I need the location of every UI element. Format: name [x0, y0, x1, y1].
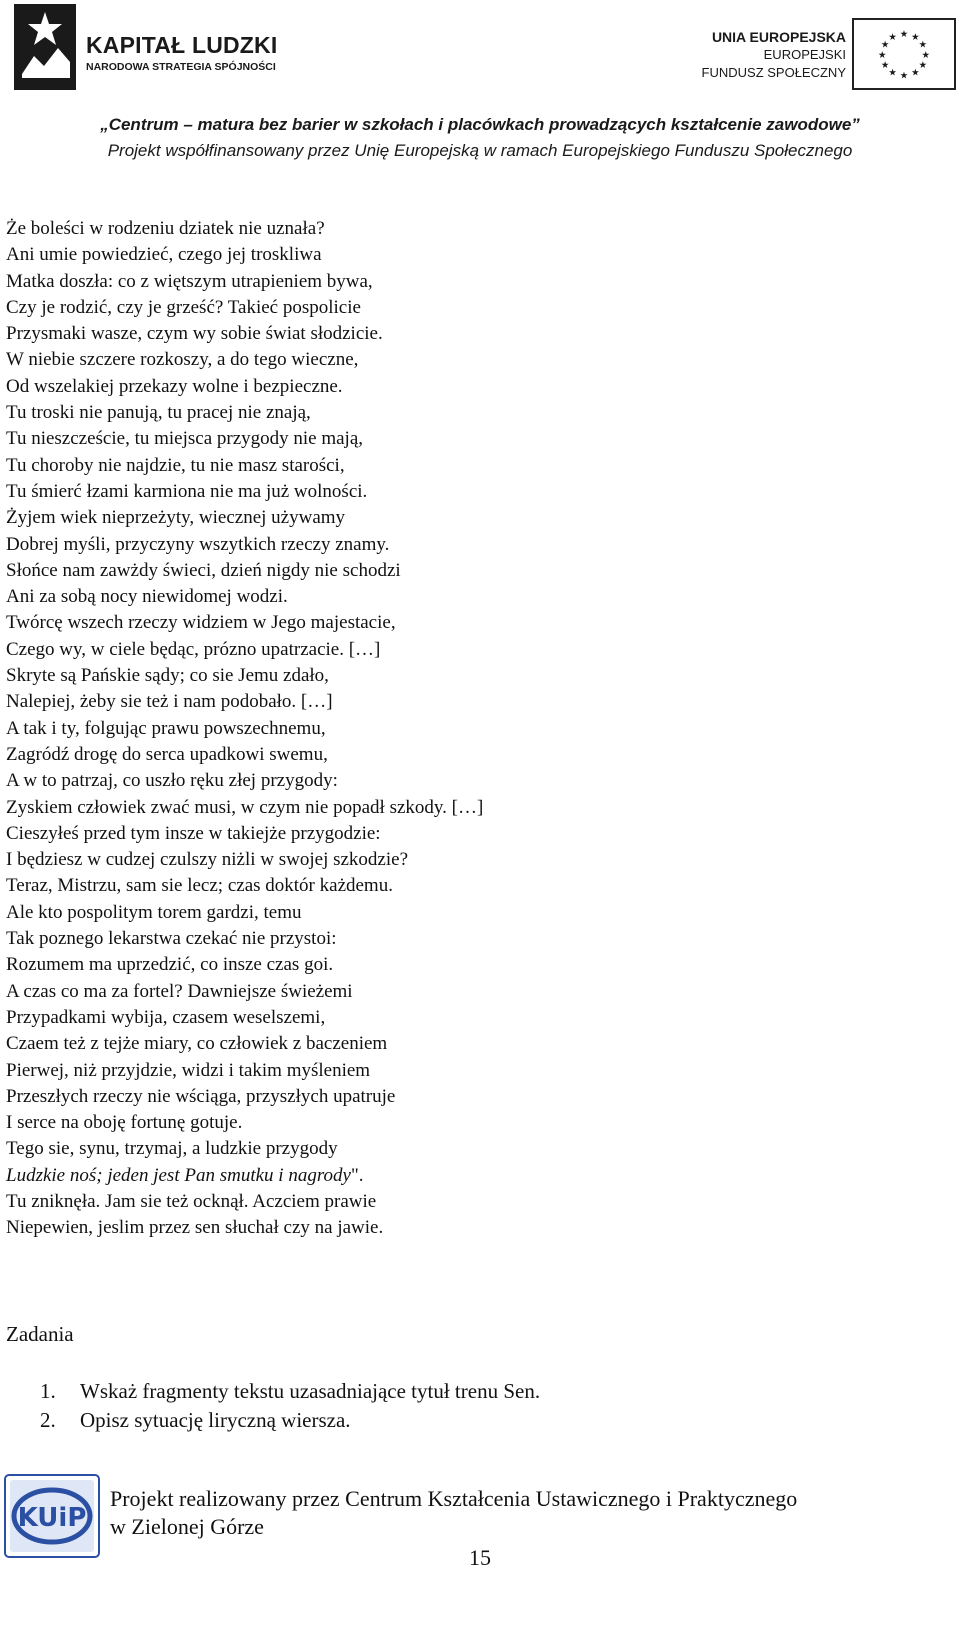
poem-line: Żyjem wiek nieprzeżyty, wiecznej używamy [6, 507, 346, 529]
project-title: „Centrum – matura bez barier w szkołach i placówkach prowadzących kształcenie zawodowe” [100, 115, 860, 134]
poem-line: Przypadkami wybija, czasem weselszemi, [6, 1006, 326, 1028]
task-item [40, 1406, 540, 1435]
poem-line: Przysmaki wasze, czym wy sobie świat słodzicie. [6, 323, 383, 345]
eu-line-1: UNIA EUROPEJSKA [711, 29, 846, 45]
svg-text:★: ★ [911, 67, 920, 79]
poem-line: Czaem też z tejże miary, co człowiek z baczeniem [6, 1033, 388, 1055]
poem-line: Zagródź drogę do serca upadkowi swemu, [6, 743, 328, 765]
poem-line: Pierwej, niż przyjdzie, widzi i takim myśleniem [6, 1059, 371, 1081]
task-item [40, 1377, 540, 1406]
poem-line: Twórcę wszech rzeczy widziem w Jego majestacie, [6, 612, 396, 634]
footer-line-1: Projekt realizowany przez Centrum Kształcenia Ustawicznego i Praktycznego [110, 1486, 798, 1511]
eu-logo-text [702, 28, 846, 82]
poem-line: Ani za sobą nocy niewidomej wodzi. [6, 586, 288, 608]
task-number: 2. [40, 1408, 56, 1432]
kuip-logo-text: KUiP [17, 1503, 87, 1533]
eu-line-2: EUROPEJSKI [763, 47, 846, 62]
poem-line: Matka doszła: co z więtszym utrapieniem bywa, [6, 270, 373, 292]
poem-line: A czas co ma za fortel? Dawniejsze świeżemi [6, 980, 353, 1002]
tasks-heading: Zadania [6, 1322, 74, 1346]
svg-text:★: ★ [880, 60, 890, 72]
svg-text:★: ★ [899, 29, 909, 40]
eu-logo [666, 12, 956, 96]
poem-quote-end: ". [350, 1164, 364, 1186]
poem-line: Zyskiem człowiek zwać musi, w czym nie popadł szkody. […] [6, 796, 484, 818]
kapital-ludzki-title: KAPITAŁ LUDZKI [86, 32, 278, 58]
poem-line: Ani umie powiedzieć, czego jej troskliwa [6, 244, 322, 266]
poem-line: Dobrej myśli, przyczyny wszytkich rzeczy znamy. [6, 533, 390, 555]
svg-text:★: ★ [888, 67, 897, 79]
tasks-list [40, 1377, 540, 1435]
page-number: 15 [469, 1545, 491, 1570]
poem-line: Słońce nam zawżdy świeci, dzień nigdy nie schodzi [6, 559, 401, 581]
svg-text:★: ★ [880, 39, 890, 51]
poem-line: Przeszłych rzeczy nie wściąga, przyszłych upatruje [6, 1085, 396, 1107]
poem-line: A w to patrzaj, co uszło ręku złej przygody: [6, 770, 338, 792]
svg-text:★: ★ [918, 39, 928, 51]
poem-line: Tu nieszczeście, tu miejsca przygody nie mają, [6, 428, 364, 450]
poem-line: W niebie szczere rozkoszy, a do tego wieczne, [6, 349, 359, 371]
poem-line: Tak poznego lekarstwa czekać nie przystoi: [6, 928, 337, 950]
poem-line: Ale kto pospolitym torem gardzi, temu [6, 901, 302, 923]
eu-line-3: FUNDUSZ SPOŁECZNY [701, 65, 846, 80]
svg-text:★: ★ [878, 49, 887, 61]
poem-line: Tego sie, synu, trzymaj, a ludzkie przygody [6, 1138, 338, 1160]
poem-line: Niepewien, jeslim przez sen słuchał czy na jawie. [6, 1217, 384, 1239]
poem-line: Tu śmierć łzami karmiona nie ma już wolności. [6, 480, 368, 502]
kapital-ludzki-logo [6, 4, 306, 90]
kapital-ludzki-icon [14, 4, 76, 90]
poem-line: Tu choroby nie najdzie, tu nie masz starości, [6, 454, 345, 476]
footer-text [110, 1485, 797, 1541]
poem-line: Czy je rodzić, czy je grześć? Takieć pospolicie [6, 296, 361, 318]
poem-line-italic [6, 1163, 946, 1189]
project-subtitle: Projekt współfinansowany przez Unię Europejską w ramach Europejskiego Funduszu Społecznego [107, 141, 853, 160]
task-text: Wskaż fragmenty tekstu uzasadniające tytuł trenu Sen. [80, 1379, 541, 1403]
poem-line: Teraz, Mistrzu, sam sie lecz; czas doktór każdemu. [6, 875, 393, 897]
poem-line: Czego wy, w ciele będąc, prózno upatrzacie. […] [6, 638, 381, 660]
svg-text:★: ★ [921, 49, 930, 61]
kapital-ludzki-subtitle: NARODOWA STRATEGIA SPÓJNOŚCI [86, 61, 276, 73]
poem-line: A tak i ty, folgując prawu powszechnemu, [6, 717, 326, 739]
poem-line: Rozumem ma uprzedzić, co insze czas goi. [6, 954, 334, 976]
task-number: 1. [40, 1379, 56, 1403]
svg-text:★: ★ [899, 70, 909, 82]
poem-italic-quote: Ludzkie noś; jeden jest Pan smutku i nagrody [6, 1164, 351, 1186]
svg-text:★: ★ [918, 60, 928, 72]
poem-line: I będziesz w cudzej czulszy niżli w swojej szkodzie? [6, 849, 409, 871]
poem-line: Tu zniknęła. Jam sie też ocknął. Aczciem prawie [6, 1190, 377, 1212]
poem-line: Cieszyłeś przed tym insze w takiejże przygodzie: [6, 822, 381, 844]
poem-line: Tu troski nie panują, tu pracej nie znają, [6, 402, 311, 424]
eu-flag-icon [852, 18, 956, 90]
poem-line: I serce na oboję fortunę gotuje. [6, 1112, 243, 1134]
footer-line-2: w Zielonej Górze [110, 1514, 264, 1539]
poem-line: Od wszelakiej przekazy wolne i bezpieczne. [6, 375, 343, 397]
poem-line: Skryte są Pańskie sądy; co sie Jemu zdało, [6, 665, 329, 687]
poem-text [6, 216, 946, 1242]
svg-text:★: ★ [888, 31, 897, 43]
poem-line: Że boleści w rodzeniu dziatek nie uznała? [6, 218, 325, 239]
task-text: Opisz sytuację liryczną wiersza. [80, 1408, 351, 1432]
svg-text:★: ★ [911, 31, 920, 43]
poem-line: Nalepiej, żeby sie też i nam podobało. […] [6, 691, 333, 713]
